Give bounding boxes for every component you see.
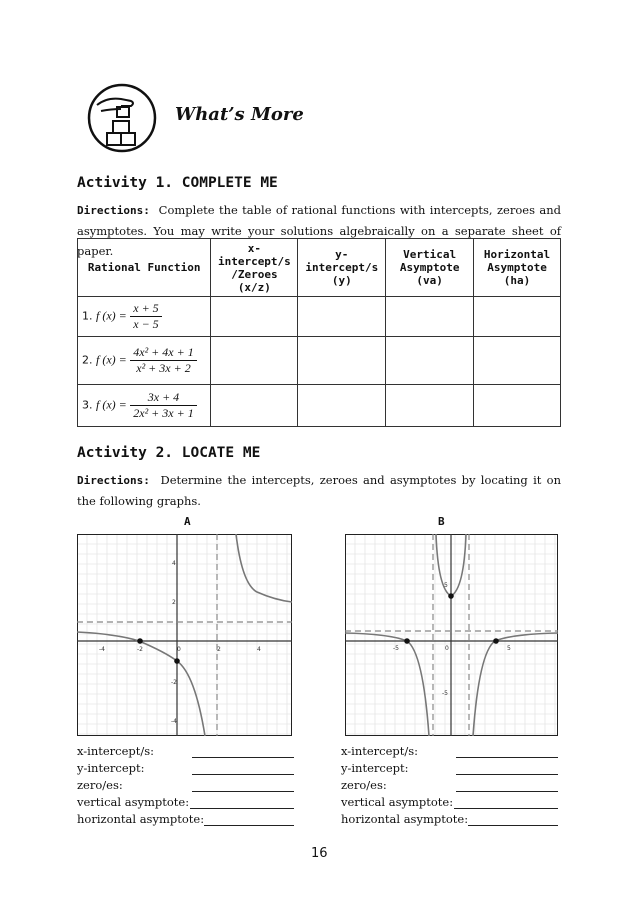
activity2-title: Activity 2. LOCATE ME xyxy=(77,445,261,461)
directions-text: Complete the table of rational functions with intercepts, zeroes and asymptotes. You may write your solutions algebraically on a separate sheet of paper. xyxy=(77,203,561,258)
x-intercept-point xyxy=(137,638,143,644)
tick-label: -5 xyxy=(393,645,399,652)
col-header-x-intercepts: x- intercept/s /Zeroes (x/z) xyxy=(211,239,298,297)
tick-label: 4 xyxy=(257,646,261,653)
answer-cell[interactable] xyxy=(298,337,386,385)
answer-blank[interactable] xyxy=(192,762,294,775)
page-number: 16 xyxy=(311,846,328,861)
answer-cell[interactable] xyxy=(211,297,298,337)
col-header-y-intercept: y- intercept/s (y) xyxy=(298,239,386,297)
answer-blank[interactable] xyxy=(468,813,558,826)
tick-label: 0 xyxy=(177,646,181,653)
tick-label: -4 xyxy=(99,646,105,653)
tick-label: 2 xyxy=(217,646,221,653)
table-row: 2. f (x) = $\frac{\text{4x² + 4x + 1}}{\text{x² + 3x + 2}}$ xyxy=(78,337,561,385)
tick-label: -2 xyxy=(171,679,177,686)
tick-label: 0 xyxy=(445,645,449,652)
y-intercept-point xyxy=(174,658,180,664)
directions-label: Directions: xyxy=(77,474,150,487)
graph-b xyxy=(345,534,558,736)
graph-a xyxy=(77,534,292,736)
activity1-title: Activity 1. COMPLETE ME xyxy=(77,175,278,191)
x-intercept-point xyxy=(493,638,499,644)
answers-a: x-intercept/s: y-intercept: zero/es: vertical asymptote: horizontal asymptote: xyxy=(77,743,294,829)
tick-label: 5 xyxy=(507,645,511,652)
graph-a-label: A xyxy=(184,515,191,528)
answer-cell[interactable] xyxy=(211,337,298,385)
tick-label: 4 xyxy=(172,560,176,567)
answer-cell[interactable] xyxy=(298,385,386,427)
answer-cell[interactable] xyxy=(474,385,561,427)
answer-blank[interactable] xyxy=(190,796,294,809)
tick-label: -2 xyxy=(137,646,143,653)
graph-b-label: B xyxy=(438,515,445,528)
answer-cell[interactable] xyxy=(474,297,561,337)
answers-b: x-intercept/s: y-intercept: zero/es: vertical asymptote: horizontal asymptote: xyxy=(341,743,558,829)
answer-cell[interactable] xyxy=(386,337,474,385)
answer-blank[interactable] xyxy=(454,796,558,809)
directions-label: Directions: xyxy=(77,204,150,217)
col-header-function: Rational Function xyxy=(78,239,211,297)
answer-blank[interactable] xyxy=(456,762,558,775)
col-header-horizontal-asymptote: Horizontal Asymptote (ha) xyxy=(474,239,561,297)
curve-left-branch xyxy=(345,633,429,736)
answer-cell[interactable] xyxy=(386,297,474,337)
rational-functions-table xyxy=(77,238,561,427)
directions-text: Determine the intercepts, zeroes and asymptotes by locating it on the following graphs. xyxy=(77,473,561,508)
x-intercept-point xyxy=(404,638,410,644)
answer-blank[interactable] xyxy=(456,779,558,792)
answer-blank[interactable] xyxy=(204,813,294,826)
tick-label: 5 xyxy=(444,582,448,589)
answer-blank[interactable] xyxy=(192,745,294,758)
table-row: 1. f (x) = $\frac{x + 5}{x - 5}$ xyxy=(78,297,561,337)
page-title: What’s More xyxy=(175,104,304,125)
tick-label: -4 xyxy=(171,718,177,725)
col-header-vertical-asymptote: Vertical Asymptote (va) xyxy=(386,239,474,297)
answer-cell[interactable] xyxy=(386,385,474,427)
answer-cell[interactable] xyxy=(474,337,561,385)
answer-cell[interactable] xyxy=(211,385,298,427)
tick-label: 2 xyxy=(172,599,176,606)
table-row: 3. f (x) = $\frac{3x + 4}{\text{2x² + 3x + 1}}$ xyxy=(78,385,561,427)
activity2-directions xyxy=(77,470,561,511)
tick-label: -5 xyxy=(442,690,448,697)
answer-cell[interactable] xyxy=(298,297,386,337)
answer-blank[interactable] xyxy=(456,745,558,758)
y-intercept-point xyxy=(448,593,454,599)
hand-blocks-icon xyxy=(87,83,157,153)
answer-blank[interactable] xyxy=(192,779,294,792)
